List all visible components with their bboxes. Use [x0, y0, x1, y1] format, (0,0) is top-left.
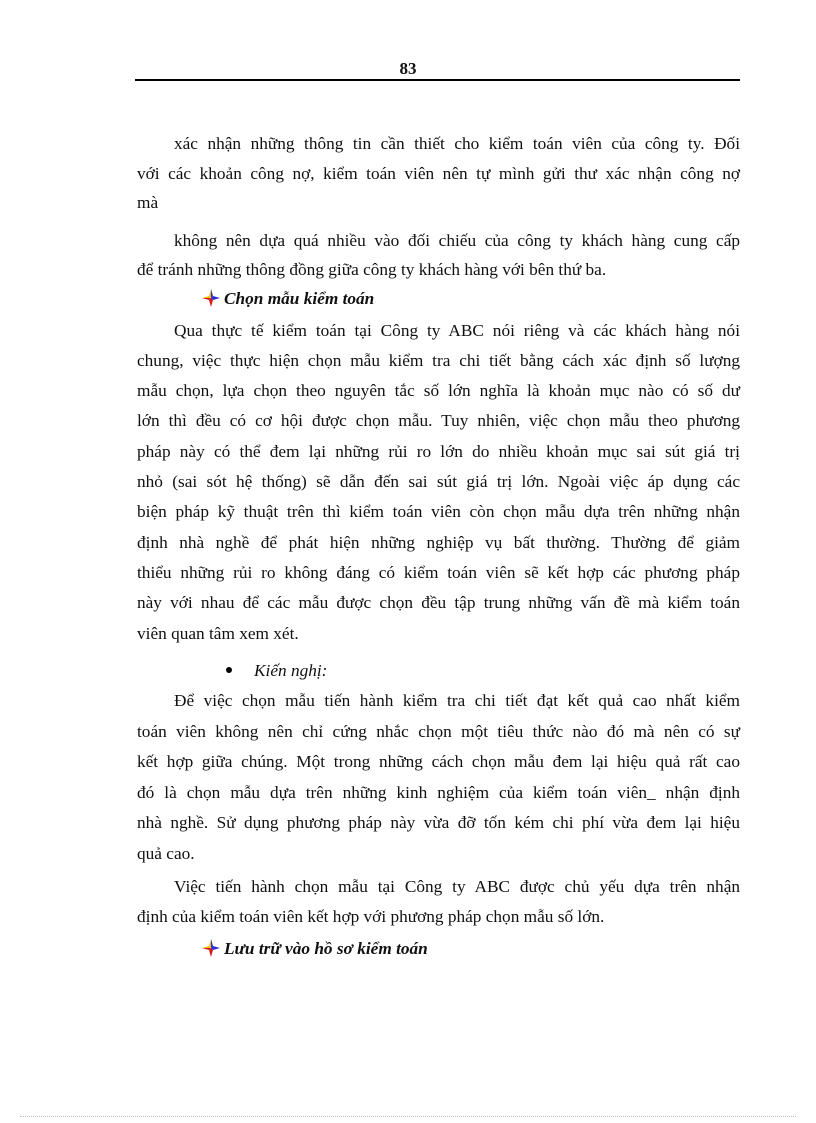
text-line: với các khoản công nợ, kiểm toán viên nên tự mình gửi thư xác nhận công nợ — [137, 164, 740, 183]
text-line: nhỏ (sai sót hệ thống) sẽ dẫn đến sai sút giá trị lớn. Ngoài việc áp dụng các — [137, 472, 740, 491]
text-line: quả cao. — [137, 844, 195, 863]
text-line: nhà nghề. Sử dụng phương pháp này vừa đỡ tốn kém chi phí vừa đem lại hiệu — [137, 813, 740, 832]
bullet-dot-icon — [226, 667, 232, 673]
text-line: chung, việc thực hiện chọn mẫu kiểm tra chi tiết bằng cách xác định số lượng — [137, 351, 740, 370]
text-line: này với nhau để các mẫu được chọn đều tập trung những vấn đề mà kiểm toán — [137, 593, 740, 612]
text-line: kết hợp giữa chúng. Một trong những cách chọn mẫu đem lại hiệu quả rất cao — [137, 752, 740, 771]
four-point-star-icon — [202, 289, 220, 313]
bullet-text: Kiến nghị: — [254, 661, 328, 680]
header-rule — [135, 79, 740, 81]
text-line: lớn thì đều có cơ hội được chọn mẫu. Tuy nhiên, việc chọn mẫu theo phương — [137, 411, 740, 430]
page-bottom-border — [20, 1116, 796, 1117]
text-line: đó là chọn mẫu dựa trên những kinh nghiệm của kiểm toán viên_ nhận định — [137, 783, 740, 802]
text-line: để tránh những thông đồng giữa công ty khách hàng với bên thứ ba. — [137, 260, 607, 279]
section-heading — [202, 938, 428, 963]
text-line: xác nhận những thông tin cần thiết cho kiểm toán viên của công ty. Đối — [174, 134, 740, 153]
text-line: định nhà nghề để phát hiện những nghiệp vụ bất thường. Thường để giảm — [137, 533, 740, 552]
text-line: pháp này có thể đem lại những rủi ro lớn do nhiều khoản mục sai sút giá trị — [137, 442, 740, 461]
text-line: Qua thực tế kiểm toán tại Công ty ABC nói riêng và các khách hàng nói — [174, 321, 740, 340]
text-line: toán viên không nên chỉ cứng nhắc chọn một tiêu thức nào đó mà nên có sự — [137, 722, 740, 741]
heading-text: Lưu trữ vào hồ sơ kiểm toán — [224, 939, 428, 958]
text-line: mẫu chọn, lựa chọn theo nguyên tắc số lớn nghĩa là khoản mục nào có số dư — [137, 381, 740, 400]
text-line: Để việc chọn mẫu tiến hành kiểm tra chi tiết đạt kết quả cao nhất kiểm — [174, 691, 740, 710]
text-line: mà — [137, 193, 159, 212]
text-line: thiểu những rủi ro không đáng có kiểm toán viên sẽ kết hợp các phương pháp — [137, 563, 740, 582]
text-line: định của kiểm toán viên kết hợp với phương pháp chọn mẫu số lớn. — [137, 907, 605, 926]
bullet-item — [226, 660, 327, 682]
text-line: Việc tiến hành chọn mẫu tại Công ty ABC được chủ yếu dựa trên nhận — [174, 877, 740, 896]
text-line: viên quan tâm xem xét. — [137, 624, 299, 643]
four-point-star-icon — [202, 939, 220, 963]
text-line: không nên dựa quá nhiều vào đối chiếu của công ty khách hàng cung cấp — [174, 231, 740, 250]
section-heading — [202, 288, 374, 313]
page-number: 83 — [399, 59, 417, 78]
text-line: biện pháp kỹ thuật trên thì kiểm toán viên còn chọn mẫu dựa trên những nhận — [137, 502, 740, 521]
heading-text: Chọn mẫu kiểm toán — [224, 289, 375, 308]
